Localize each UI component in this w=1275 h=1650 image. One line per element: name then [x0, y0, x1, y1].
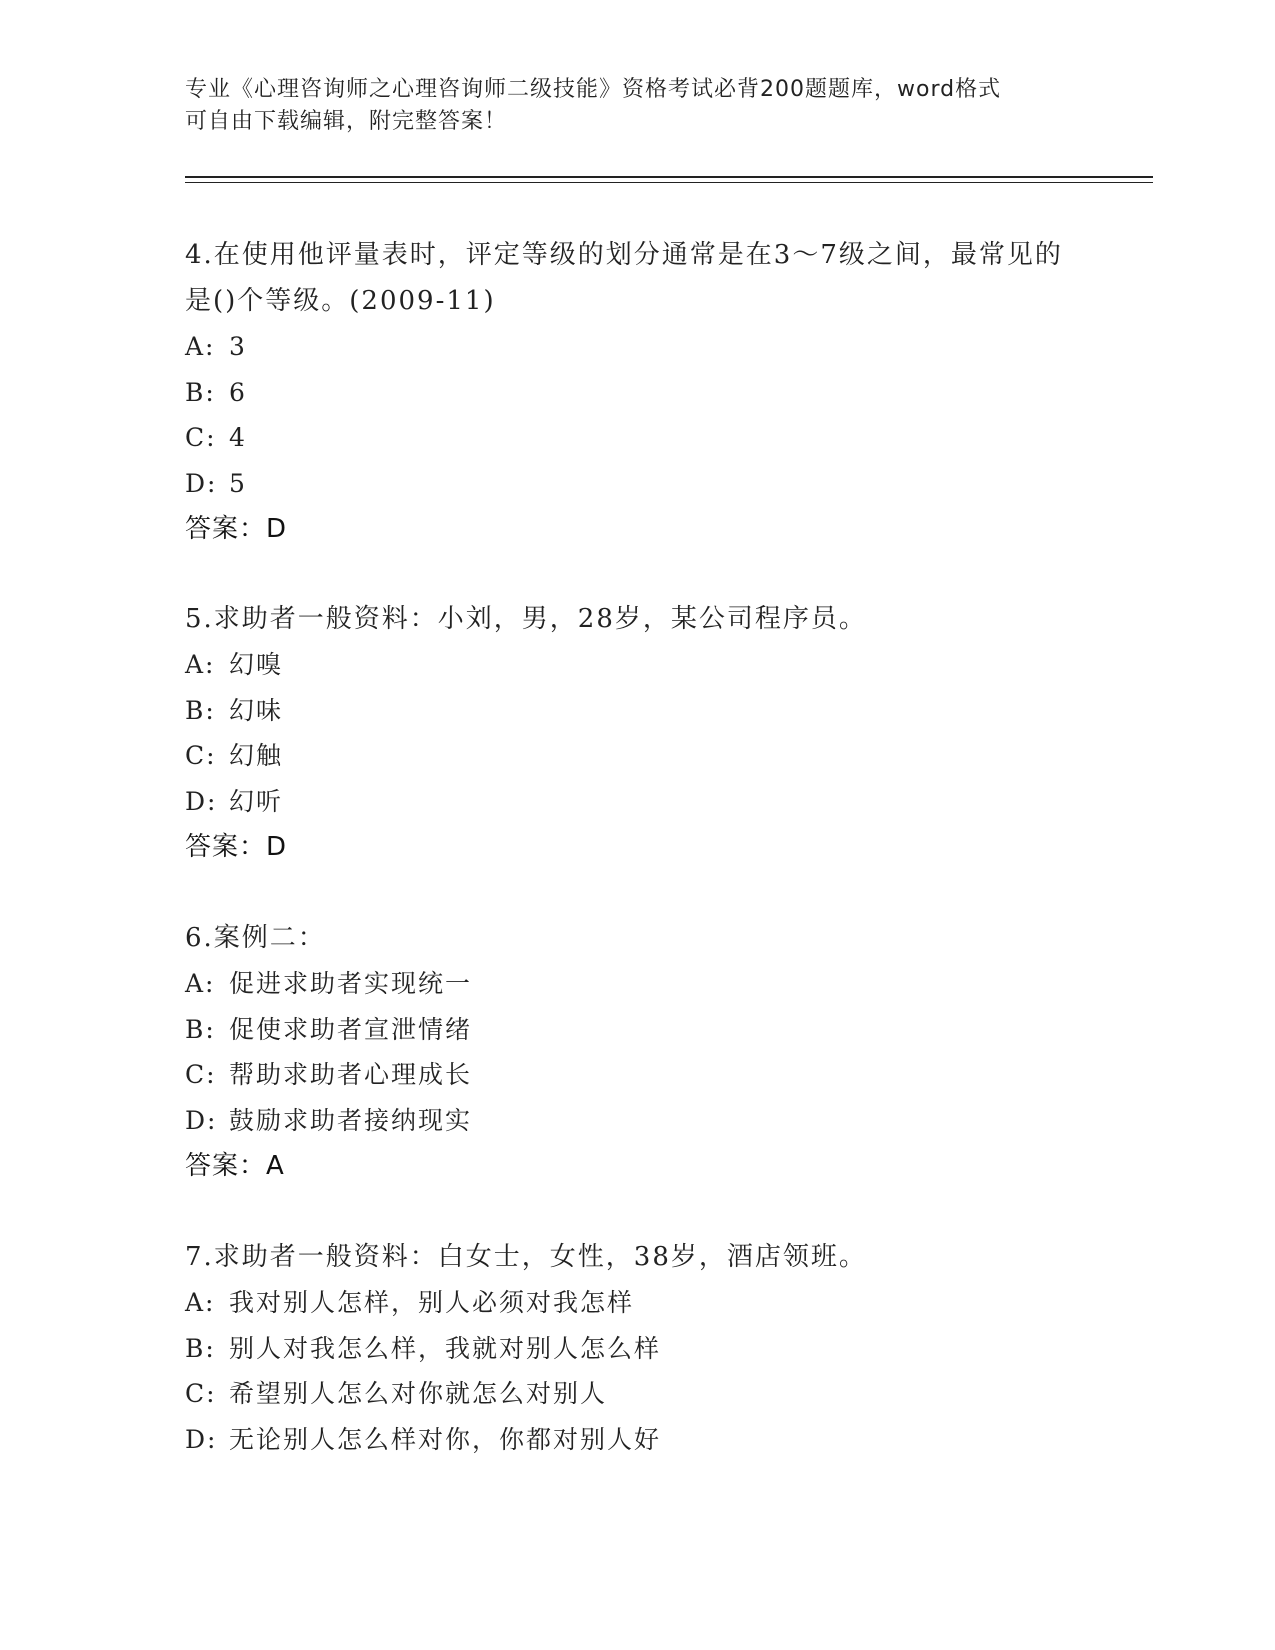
option-letter: C: — [185, 1379, 217, 1408]
option-b — [185, 1326, 1085, 1372]
answer-line: 答案：A — [185, 1151, 285, 1181]
option-letter: B: — [185, 1333, 216, 1363]
option-letter: A: — [185, 969, 216, 998]
option-letter: D: — [185, 1424, 218, 1454]
option-letter: C: — [185, 1060, 217, 1089]
option-text: 6 — [229, 377, 247, 407]
option-letter: D: — [185, 1105, 218, 1135]
option-letter: B: — [185, 377, 216, 407]
option-text: 帮助求助者心理成长 — [229, 1060, 473, 1089]
option-c — [185, 733, 1085, 779]
option-letter: C: — [185, 423, 217, 452]
option-letter: B: — [185, 1014, 216, 1044]
question-4 — [185, 232, 1085, 552]
option-text: 鼓励求助者接纳现实 — [229, 1105, 473, 1135]
option-text: 我对别人怎样，别人必须对我怎样 — [229, 1288, 635, 1317]
answer-line: 答案：D — [185, 514, 288, 544]
question-stem: 5.求助者一般资料：小刘，男，28岁，某公司程序员。 — [185, 604, 867, 634]
header-line-1: 专业《心理咨询师之心理咨询师二级技能》资格考试必背200题题库，word格式 — [185, 77, 1002, 102]
question-stem: 7.求助者一般资料：白女士，女性，38岁，酒店领班。 — [185, 1242, 867, 1272]
option-d — [185, 1098, 1085, 1144]
header-divider-thick — [185, 176, 1153, 178]
answer-line: 答案：D — [185, 832, 288, 862]
option-c — [185, 415, 1085, 461]
option-b — [185, 688, 1085, 734]
option-d — [185, 461, 1085, 507]
option-letter: C: — [185, 741, 217, 770]
option-letter: A: — [185, 1288, 216, 1317]
option-text: 4 — [229, 423, 247, 452]
option-text: 幻听 — [229, 786, 284, 816]
document-header — [185, 74, 1065, 138]
option-a — [185, 324, 1085, 370]
question-7 — [185, 1234, 1085, 1462]
question-stem: 4.在使用他评量表时，评定等级的划分通常是在3～7级之间，最常见的是()个等级。(2009-11) — [185, 240, 1063, 316]
option-text: 幻嗅 — [229, 650, 284, 679]
option-d — [185, 1417, 1085, 1463]
option-letter: D: — [185, 468, 218, 498]
option-a — [185, 961, 1085, 1007]
option-text: 幻触 — [229, 741, 284, 770]
header-line-2: 可自由下载编辑，附完整答案！ — [185, 109, 508, 134]
option-d — [185, 779, 1085, 825]
option-c — [185, 1371, 1085, 1417]
question-6 — [185, 915, 1085, 1189]
option-a — [185, 642, 1085, 688]
option-letter: A: — [185, 650, 216, 679]
question-5 — [185, 596, 1085, 870]
option-text: 希望别人怎么对你就怎么对别人 — [229, 1379, 608, 1408]
option-c — [185, 1052, 1085, 1098]
option-letter: A: — [185, 332, 216, 361]
option-text: 促进求助者实现统一 — [229, 969, 473, 998]
question-stem: 6.案例二： — [185, 923, 326, 953]
header-divider-thin — [185, 182, 1153, 183]
option-text: 无论别人怎么样对你，你都对别人好 — [229, 1424, 662, 1454]
option-letter: B: — [185, 695, 216, 725]
option-text: 3 — [229, 332, 247, 361]
option-a — [185, 1280, 1085, 1326]
option-b — [185, 370, 1085, 416]
option-text: 别人对我怎么样，我就对别人怎么样 — [229, 1333, 662, 1363]
option-text: 幻味 — [229, 695, 284, 725]
option-text: 5 — [229, 468, 247, 498]
option-letter: D: — [185, 786, 218, 816]
option-b — [185, 1007, 1085, 1053]
option-text: 促使求助者宣泄情绪 — [229, 1014, 473, 1044]
